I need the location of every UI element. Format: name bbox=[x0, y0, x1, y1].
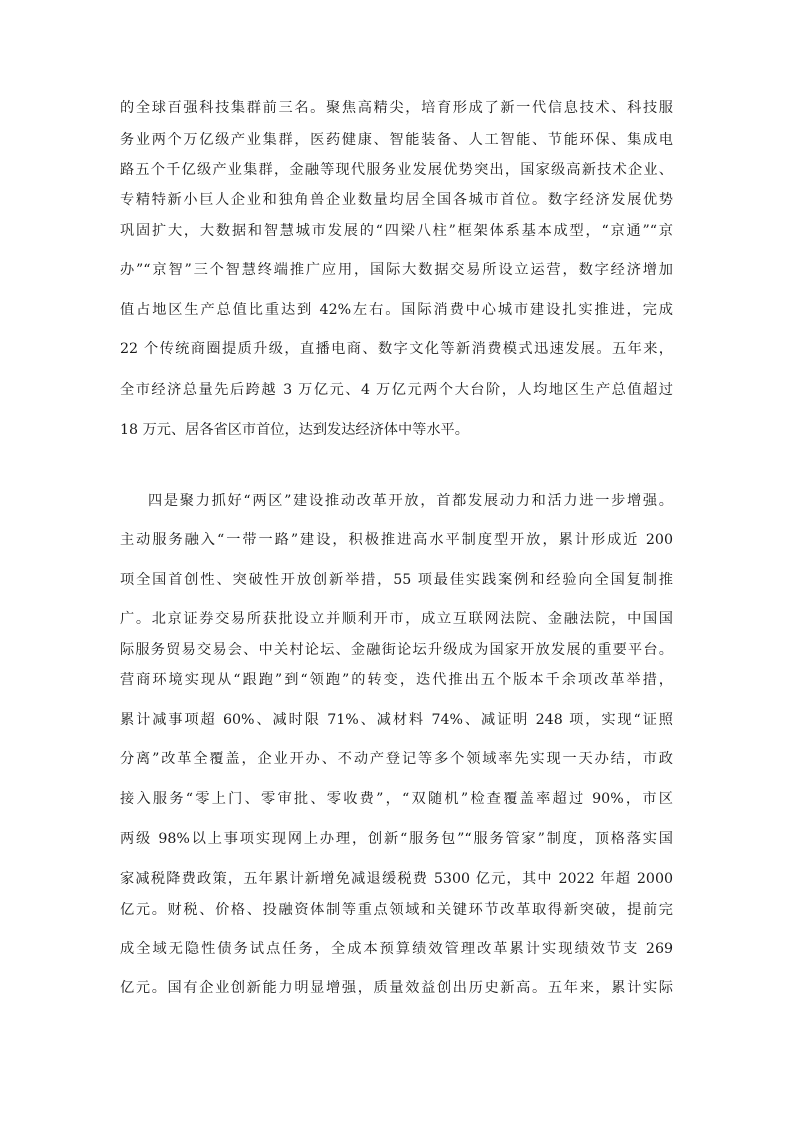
paragraph-line: 两级 98%以上事项实现网上办理，创新“服务包”“服务管家”制度，顶格落实国 bbox=[120, 831, 673, 847]
paragraph-line: 分离”改革全覆盖，企业开办、不动产登记等多个领域率先实现一天办结，市政 bbox=[120, 751, 673, 767]
paragraph-line: 际服务贸易交易会、中关村论坛、金融街论坛升级成为国家开放发展的重要平台。 bbox=[120, 642, 673, 658]
paragraph-line: 路五个千亿级产业集群，金融等现代服务业发展优势突出，国家级高新技术企业、 bbox=[120, 162, 673, 178]
paragraph-line: 家减税降费政策，五年累计新增免减退缓税费 5300 亿元，其中 2022 年超 2000 bbox=[120, 871, 673, 887]
paragraph-line: 值占地区生产总值比重达到 42%左右。国际消费中心城市建设扎实推进，完成 bbox=[120, 302, 673, 318]
paragraph-line: 巩固扩大，大数据和智慧城市发展的“四梁八柱”框架体系基本成型，“京通”“京 bbox=[120, 223, 673, 239]
paragraph-line: 四是聚力抓好“两区”建设推动改革开放，首都发展动力和活力进一步增强。 bbox=[148, 493, 673, 509]
paragraph-line: 主动服务融入“一带一路”建设，积极推进高水平制度型开放，累计形成近 200 bbox=[120, 532, 673, 548]
paragraph-line: 广。北京证券交易所获批设立并顺利开市，成立互联网法院、金融法院，中国国 bbox=[120, 611, 673, 627]
paragraph-line: 的全球百强科技集群前三名。聚焦高精尖，培育形成了新一代信息技术、科技服 bbox=[120, 100, 673, 116]
paragraph-line: 22 个传统商圈提质升级，直播电商、数字文化等新消费模式迅速发展。五年来， bbox=[120, 341, 673, 357]
paragraph-line: 累计减事项超 60%、减时限 71%、减材料 74%、减证明 248 项，实现“证照 bbox=[120, 712, 673, 728]
paragraph-line: 项全国首创性、突破性开放创新举措，55 项最佳实践案例和经验向全国复制推 bbox=[120, 572, 673, 588]
paragraph-line: 接入服务“零上门、零审批、零收费”，“双随机”检查覆盖率超过 90%，市区 bbox=[120, 791, 673, 807]
paragraph-line: 亿元。财税、价格、投融资体制等重点领域和关键环节改革取得新突破，提前完 bbox=[120, 902, 673, 918]
paragraph-line: 营商环境实现从“跟跑”到“领跑”的转变，迭代推出五个版本千余项改革举措， bbox=[120, 672, 673, 688]
paragraph-line: 务业两个万亿级产业集群，医药健康、智能装备、人工智能、节能环保、集成电 bbox=[120, 132, 673, 148]
paragraph-line: 成全域无隐性债务试点任务，全成本预算绩效管理改革累计实现绩效节支 269 bbox=[120, 941, 673, 957]
paragraph-line: 全市经济总量先后跨越 3 万亿元、4 万亿元两个大台阶，人均地区生产总值超过 bbox=[120, 382, 673, 398]
paragraph-line: 专精特新小巨人企业和独角兽企业数量均居全国各城市首位。数字经济发展优势 bbox=[120, 192, 673, 208]
paragraph-line: 18 万元、居各省区市首位，达到发达经济体中等水平。 bbox=[120, 422, 469, 438]
paragraph-line: 亿元。国有企业创新能力明显增强，质量效益创出历史新高。五年来，累计实际 bbox=[120, 980, 673, 996]
paragraph-line: 办”“京智”三个智慧终端推广应用，国际大数据交易所设立运营，数字经济增加 bbox=[120, 262, 673, 278]
